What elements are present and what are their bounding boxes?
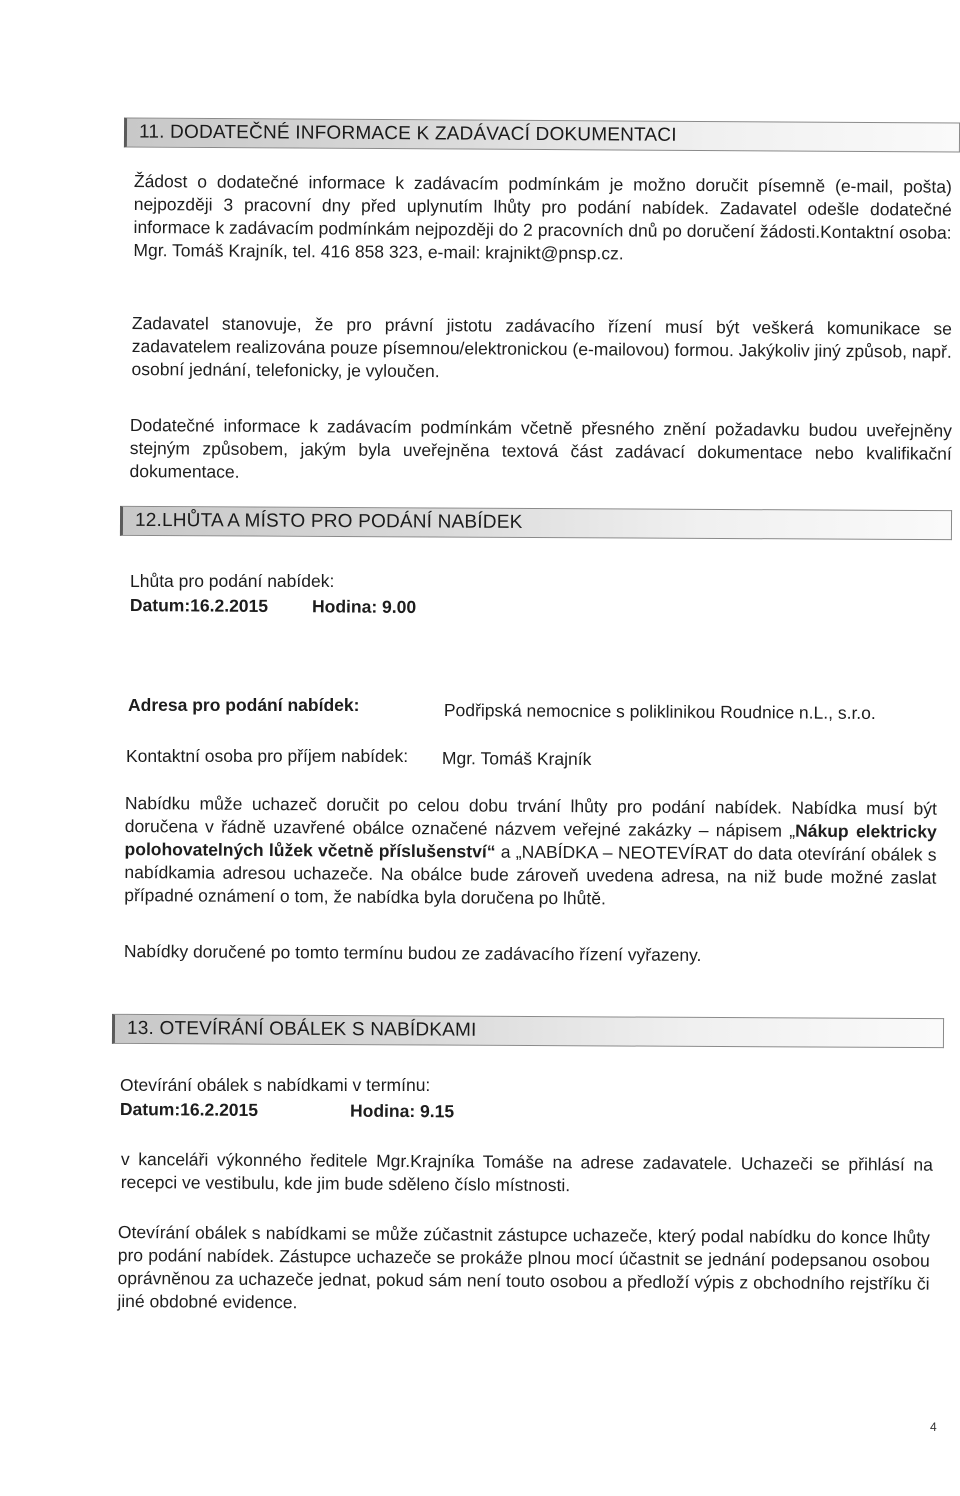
opening-datetime [120,1098,454,1123]
s11-paragraph-request: Žádost o dodatečné informace k zadávacím podmínkám je možno doručit písemně (e-mail, pošta) nejpozději 3 pracovní dny před uplynutím lhůty pro podání nabídek. Zadavatel odešle dodatečné informace k zadávacím podmínkám nejpozději do 2 pracovních dnů po doručení žádosti.Kontaktní osoba: Mgr. Tomáš Krajník, tel. 416 858 323, e-mail: krajnikt@pnsp.cz. [133,170,952,264]
s11-paragraph-communication: Zadavatel stanovuje, že pro právní jistotu zadávacího řízení musí být veškerá komunikace se zadavatelem realizována pouze písemnou/elektronickou (e-mailovou) formou. Jakýkoliv jiný způsob, např. osobní jednání, telefonicky, je vyloučen. [131,312,952,382]
submission-address-label: Adresa pro podání nabídek: [128,695,360,715]
opening-date: Datum:16.2.2015 [119,1099,259,1120]
deadline-date: Datum:16.2.2015 [129,595,269,616]
section-11-heading [124,117,960,152]
s12-paragraph-late-bids: Nabídky doručené po tomto termínu budou ze zadávacího řízení vyřazeny. [123,941,702,966]
section-11-title: 11. DODATEČNÉ INFORMACE K ZADÁVACÍ DOKUMENTACI [138,121,677,146]
deadline-datetime [130,594,416,619]
section-12-heading [120,506,952,540]
section-12-title: 12.LHŮTA A MÍSTO PRO PODÁNÍ NABÍDEK [134,509,523,533]
s13-paragraph-office: v kanceláři výkonného ředitele Mgr.Krajníka Tomáše na adrese zadavatele. Uchazeči se přihlásí na recepci ve vestibulu, kde jim bude sděleno číslo místnosti. [120,1149,933,1196]
opening-hour: Hodina: 9.15 [349,1100,455,1122]
opening-label: Otevírání obálek s nabídkami v termínu: [120,1075,431,1095]
deadline-label: Lhůta pro podání nabídek: [130,571,335,591]
submission-address-value: Podřipská nemocnice s poliklinikou Roudnice n.L., s.r.o. [443,700,876,724]
delivery-text-end: a „NABÍDKA – NEOTEVÍRAT do data otevírání obálek s nabídkamia adresou uchazeče. Na obálce bude zároveň uvedena adresa, na niž bude možné zaslat případné oznámení o tom, že nabídka byla doručena po lhůtě. [124,841,937,909]
contact-person-value: Mgr. Tomáš Krajník [441,748,592,770]
deadline-hour: Hodina: 9.00 [311,596,417,617]
s11-paragraph-publication: Dodatečné informace k zadávacím podmínkám včetně přesného znění požadavku budou uveřejněny stejným způsobem, jakým byla uveřejněna textová část zadávací dokumentace nebo kvalifikační dokumentace. [129,414,952,482]
section-13-heading [112,1014,944,1048]
s12-paragraph-delivery [124,792,937,913]
delivery-text-start: Nabídku může uchazeč doručit po celou dobu trvání lhůty pro podání nabídek. Nabídka musí být doručena v řádně uzavřené obálce označené názvem veřejné zakázky – nápisem „ [124,793,937,841]
page-number: 4 [930,1420,937,1434]
contract-name: Nákup elektricky polohovatelných lůžek včetně příslušenství“ [124,820,937,862]
section-13-title: 13. OTEVÍRÁNÍ OBÁLEK S NABÍDKAMI [126,1017,477,1041]
s13-paragraph-representative: Otevírání obálek s nabídkami se může zúčastnit zástupce uchazeče, který podal nabídku do konce lhůty pro podání nabídek. Zástupce uchazeče se prokáže plnou mocí účastnit se jednání podepsanou osobou oprávněnou za uchazeče jednat, pokud sám není touto osobou a předloží výpis z obchodního rejstříku či jiné obdobné evidence. [117,1222,930,1313]
contact-person-label: Kontaktní osoba pro příjem nabídek: [126,746,409,766]
